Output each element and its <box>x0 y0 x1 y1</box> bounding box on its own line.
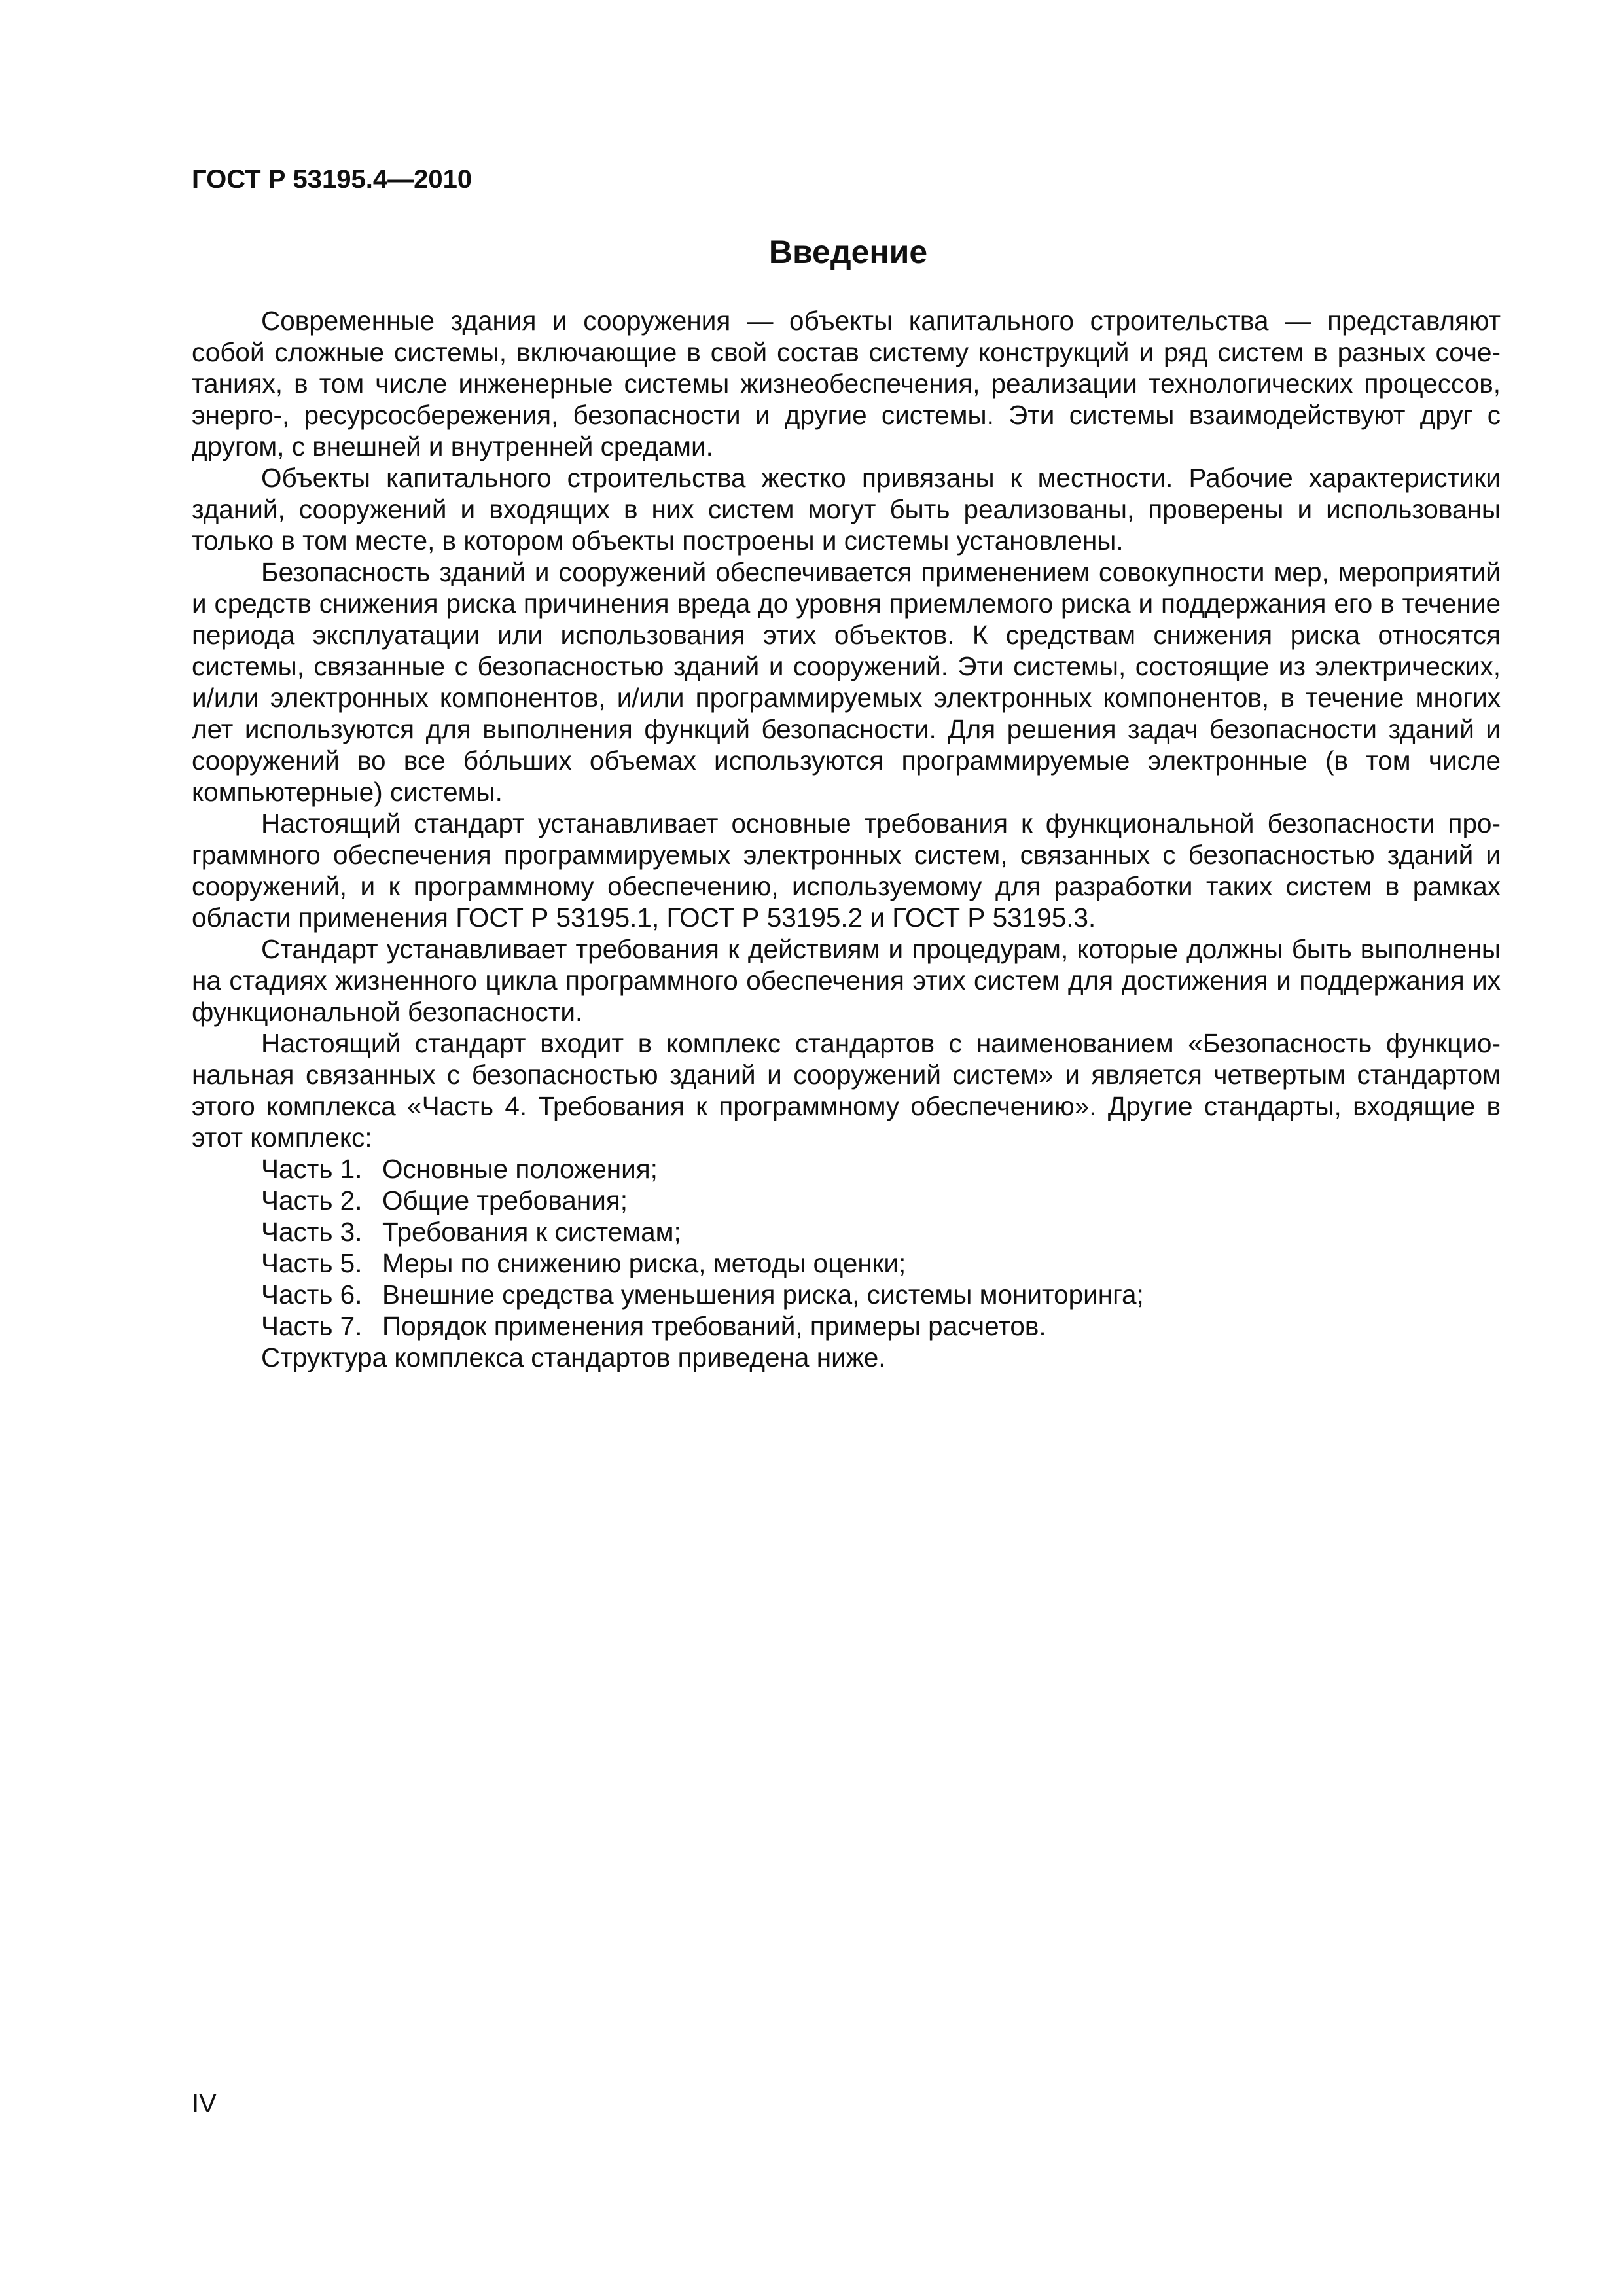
part-title: Порядок применения требований, примеры расчетов. <box>382 1311 1046 1341</box>
introduction-body <box>192 305 1501 1373</box>
part-title: Меры по снижению риска, методы оценки; <box>382 1248 906 1278</box>
standards-parts-list <box>192 1153 1501 1342</box>
part-number: Часть 7. <box>261 1311 363 1341</box>
part-number: Часть 2. <box>261 1185 363 1215</box>
part-number: Часть 3. <box>261 1217 363 1247</box>
section-title: Введение <box>768 234 928 270</box>
paragraph: Современные здания и сооружения — объекты капитального строительства — представляют собой сложные системы, включающие в свой состав систему конструкций и ряд систем в разных сочетаниях, в том числе инженерные системы жизнеобеспечения, реализации технологических процессов, энерго-, ресурсосбережения, безопасности и другие системы. Эти системы взаимодействуют друг с другом, с внешней и внутренней средами. <box>192 306 1501 461</box>
part-title: Требования к системам; <box>382 1217 681 1247</box>
part-number: Часть 6. <box>261 1280 363 1310</box>
page-number: IV <box>192 2089 217 2118</box>
list-item <box>192 1310 1501 1342</box>
list-item <box>192 1247 1501 1279</box>
part-title: Внешние средства уменьшения риска, системы мониторинга; <box>382 1280 1144 1310</box>
list-item <box>192 1279 1501 1310</box>
list-item <box>192 1153 1501 1185</box>
part-number: Часть 5. <box>261 1248 363 1278</box>
paragraph: Настоящий стандарт устанавливает основные требования к функциональной безопасности программного обеспечения программируемых электронных систем, связанных с безопасностью зданий и сооружений, и к программному обеспечению, используемому для разработки таких систем в рамках области применения ГОСТ Р 53195.1, ГОСТ Р 53195.2 и ГОСТ Р 53195.3. <box>192 808 1501 933</box>
part-number: Часть 1. <box>261 1154 363 1184</box>
paragraph: Безопасность зданий и сооружений обеспечивается применением совокупности мер, мероприятий и средств снижения риска причинения вреда до уровня приемлемого риска и поддержания его в течение периода эксплуатации или использования этих объектов. К средствам снижения риска относятся системы, связанные с безопасностью зданий и сооружений. Эти системы, состоящие из электрических, и/или электронных компонентов, и/или программируемых электронных компонентов, в течение многих лет используются для выполнения функций безопасности. Для решения задач безопасности зданий и сооружений во все бо́льших объемах используются программируемые электронные (в том числе компьютерные) системы. <box>192 557 1501 807</box>
list-item <box>192 1216 1501 1247</box>
closing-sentence: Структура комплекса стандартов приведена ниже. <box>261 1342 886 1372</box>
paragraph: Настоящий стандарт входит в комплекс стандартов с наименованием «Безопасность функциональная связанных с безопасностью зданий и сооружений систем» и является четвертым стандартом этого комплекса «Часть 4. Требования к программному обеспечению». Другие стандарты, входящие в этот комплекс: <box>192 1028 1501 1153</box>
document-code: ГОСТ Р 53195.4—2010 <box>192 165 473 194</box>
paragraph: Стандарт устанавливает требования к действиям и процедурам, которые должны быть выполнены на стадиях жизненного цикла программного обеспечения этих систем для достижения и поддержания их функциональной безопасности. <box>192 934 1501 1027</box>
list-item <box>192 1185 1501 1216</box>
part-title: Основные положения; <box>382 1154 658 1184</box>
part-title: Общие требования; <box>382 1185 628 1215</box>
paragraph: Объекты капитального строительства жестко привязаны к местности. Рабочие характеристики зданий, сооружений и входящих в них систем могут быть реализованы, проверены и использованы только в том месте, в котором объекты построены и системы установлены. <box>192 463 1501 556</box>
